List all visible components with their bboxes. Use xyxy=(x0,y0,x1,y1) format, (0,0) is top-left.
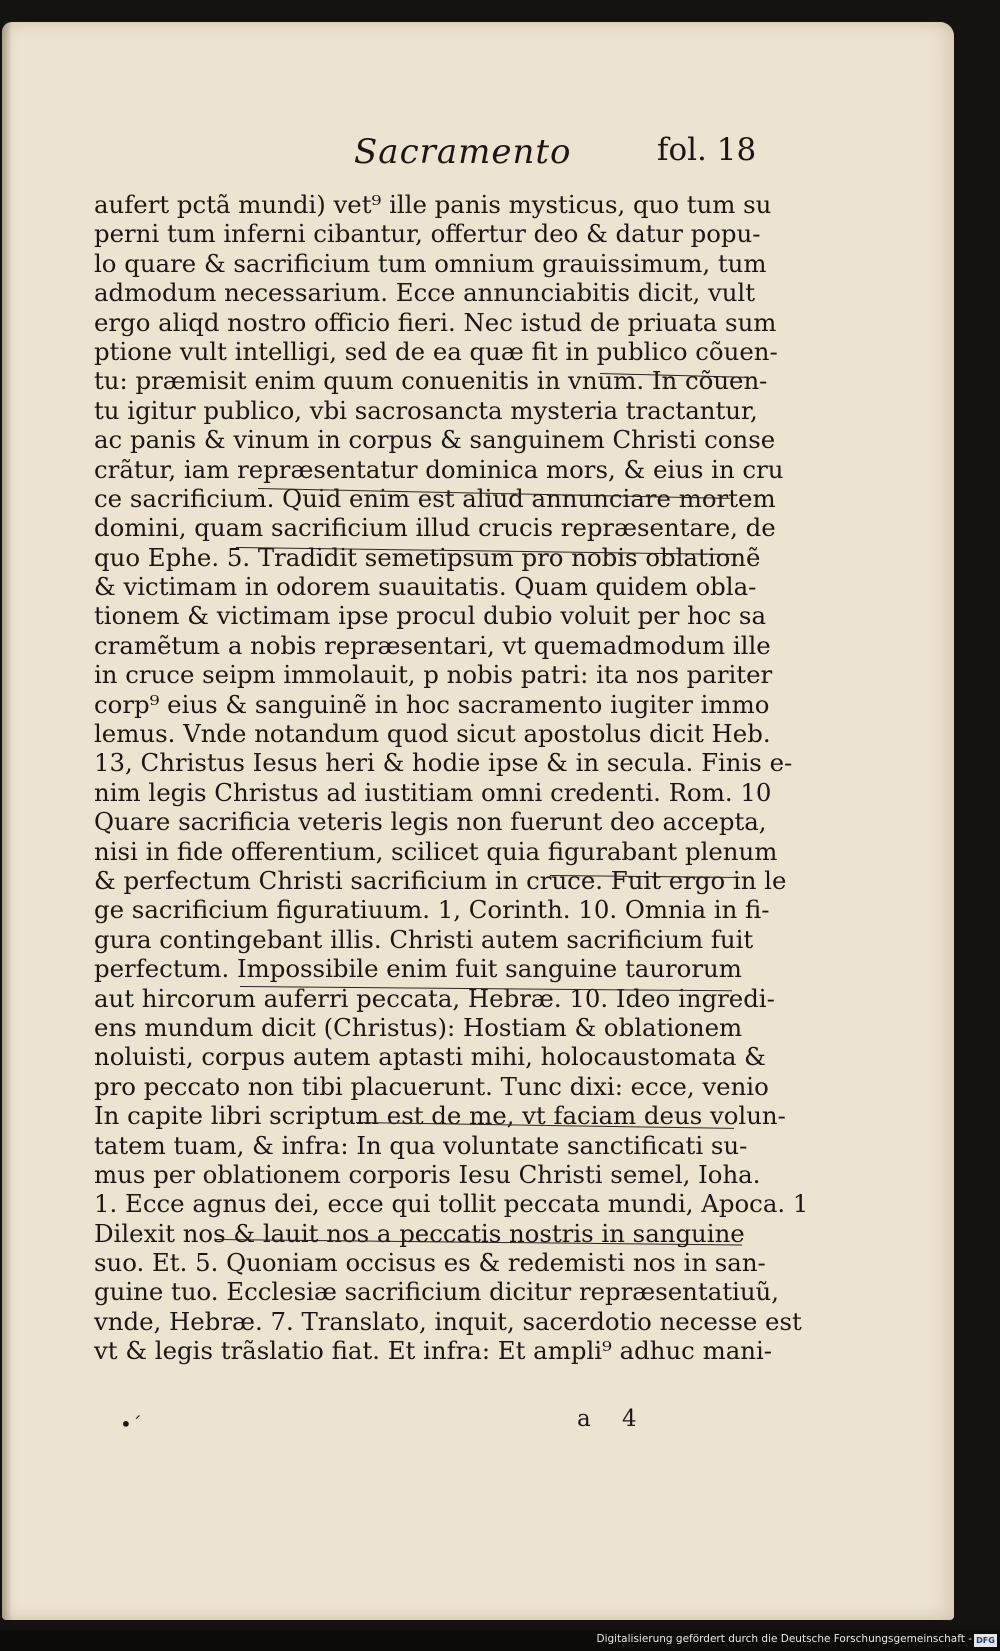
dfg-logo: DFG xyxy=(974,1634,997,1647)
text-line: crãtur, iam repræsentatur dominica mors, & eius in cru xyxy=(94,454,784,484)
text-block xyxy=(94,190,809,1366)
text-line: Dilexit nos & lauit nos a peccatis nostris in sanguine xyxy=(94,1218,745,1248)
text-line: & victimam in odorem suauitatis. Quam quidem obla- xyxy=(94,572,757,602)
text-line: & perfectum Christi sacrificium in cruce. Fuit ergo in le xyxy=(94,865,787,895)
text-line: tu: præmisit enim quum conuenitis in vnum. In cõuen- xyxy=(94,366,768,396)
text-line: 13, Christus Iesus heri & hodie ipse & in secula. Finis e- xyxy=(94,748,793,778)
text-line: aut hircorum auferri peccata, Hebræ. 10. Ideo ingredi- xyxy=(94,983,775,1013)
text-line: nisi in fide offerentium, scilicet quia figurabant plenum xyxy=(94,836,778,866)
text-line: domini, quam sacrificium illud crucis repræsentare, de xyxy=(94,513,776,543)
book-page xyxy=(2,22,954,1620)
text-line: perni tum inferni cibantur, offertur deo & datur popu- xyxy=(94,219,761,249)
text-line: vt & legis trãslatio fiat. Et infra: Et ampli⁹ adhuc mani- xyxy=(94,1336,772,1366)
text-line: noluisti, corpus autem aptasti mihi, holocaustomata & xyxy=(94,1042,766,1072)
text-line: ge sacrificium figuratiuum. 1, Corinth. 10. Omnia in fi- xyxy=(94,895,770,925)
text-line: corp⁹ eius & sanguinẽ in hoc sacramento iugiter immo xyxy=(94,689,770,719)
text-line: lemus. Vnde notandum quod sicut apostolus dicit Heb. xyxy=(94,719,771,749)
text-line: suo. Et. 5. Quoniam occisus es & redemisti nos in san- xyxy=(94,1248,766,1278)
text-line: perfectum. Impossibile enim fuit sanguine taurorum xyxy=(94,954,742,984)
text-line: mus per oblationem corporis Iesu Christi semel, Ioha. xyxy=(94,1159,761,1189)
text-line: cramẽtum a nobis repræsentari, vt quemadmodum ille xyxy=(94,630,771,660)
text-line: ptione vult intelligi, sed de ea quæ fit in publico cõuen- xyxy=(94,336,778,366)
text-line: admodum necessarium. Ecce annunciabitis dicit, vult xyxy=(94,278,756,308)
text-line: aufert pctã mundi) vet⁹ ille panis mysticus, quo tum su xyxy=(94,190,772,219)
text-line: In capite libri scriptum est de me, vt faciam deus volun- xyxy=(94,1101,786,1131)
text-line: nim legis Christus ad iustitiam omni credenti. Rom. 10 xyxy=(94,777,772,807)
digitization-credit: Digitalisierung gefördert durch die Deutsche Forschungsgemeinschaft - xyxy=(596,1633,972,1645)
text-line: gura contingebant illis. Christi autem sacrificium fuit xyxy=(94,924,754,954)
text-line: ac panis & vinum in corpus & sanguinem Christi conse xyxy=(94,425,776,455)
text-line: pro peccato non tibi placuerunt. Tunc dixi: ecce, venio xyxy=(94,1071,769,1101)
text-line: vnde, Hebræ. 7. Translato, inquit, sacerdotio necesse est xyxy=(94,1306,802,1336)
text-line: tatem tuam, & infra: In qua voluntate sanctificati su- xyxy=(94,1130,748,1160)
text-line: guine tuo. Ecclesiæ sacrificium dicitur repræsentatiuũ, xyxy=(94,1277,780,1307)
text-line: tionem & victimam ipse procul dubio voluit per hoc sa xyxy=(94,601,766,631)
signature-mark: a 4 xyxy=(577,1406,649,1432)
ink-mark: •ˊ xyxy=(120,1412,142,1436)
text-line: Quare sacrificia veteris legis non fuerunt deo accepta, xyxy=(94,807,767,837)
folio-number: fol. 18 xyxy=(657,132,757,168)
text-line: lo quare & sacrificium tum omnium grauissimum, tum xyxy=(94,248,767,278)
text-line: in cruce seipm immolauit, p nobis patri: ita nos pariter xyxy=(94,660,773,690)
text-line: 1. Ecce agnus dei, ecce qui tollit peccata mundi, Apoca. 1 xyxy=(94,1189,809,1219)
text-line: ens mundum dicit (Christus): Hostiam & oblationem xyxy=(94,1012,743,1042)
text-line: ergo aliqd nostro officio fieri. Nec istud de priuata sum xyxy=(94,307,777,337)
text-line: ce sacrificium. Quid enim est aliud annunciare mortem xyxy=(94,483,776,513)
text-line: quo Ephe. 5. Tradidit semetipsum pro nobis oblationẽ xyxy=(94,542,761,572)
text-line: tu igitur publico, vbi sacrosancta mysteria tractantur, xyxy=(94,395,758,425)
running-title: Sacramento xyxy=(354,132,572,172)
